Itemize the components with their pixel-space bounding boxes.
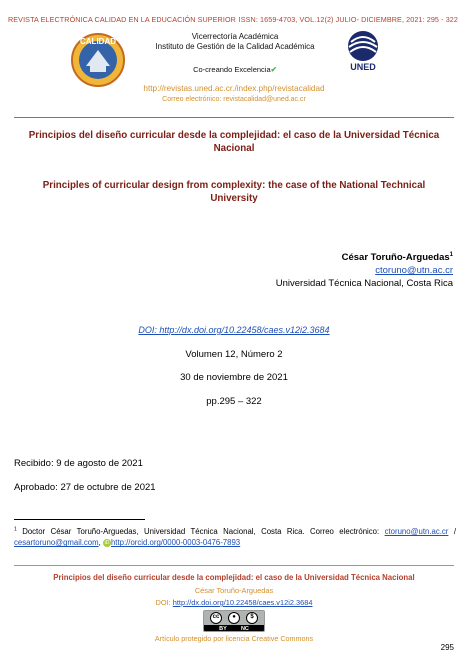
author-institution: Universidad Técnica Nacional, Costa Rica bbox=[275, 278, 453, 289]
calidad-logo bbox=[64, 30, 132, 90]
footer-author: César Toruño-Arguedas bbox=[194, 586, 274, 595]
calidad-logo-text: CALIDAD bbox=[80, 37, 116, 46]
institute-name: Instituto de Gestión de la Calidad Académica bbox=[155, 42, 315, 51]
creative-commons-badge[interactable] bbox=[203, 610, 265, 632]
title-spanish: Principios del diseño curricular desde la complejidad: el caso de la Universidad Técnica Nacional bbox=[28, 130, 440, 154]
cc-icon: cc bbox=[210, 612, 222, 624]
page-number: 295 bbox=[440, 643, 454, 652]
author-name bbox=[342, 252, 453, 263]
cc-badge-top bbox=[204, 611, 264, 625]
cc-nc-icon: $ bbox=[246, 612, 258, 624]
approved-date: Aprobado: 27 de octubre de 2021 bbox=[14, 482, 156, 493]
footer-title: Principios del diseño curricular desde la complejidad: el caso de la Universidad Técnica Nacional bbox=[53, 573, 415, 582]
orcid-link[interactable]: http://orcid.org/0000-0003-0476-7893 bbox=[110, 538, 241, 548]
footnote-separator: / bbox=[448, 527, 456, 536]
footnote bbox=[14, 526, 456, 549]
slogan-text: Co-creando Excelencia bbox=[193, 65, 271, 74]
cocreando-slogan bbox=[140, 65, 330, 74]
publication-date: 30 de noviembre de 2021 bbox=[180, 372, 288, 383]
issue-info: ISSN: 1659-4703, VOL.12(2) JULIO- DICIEMBRE, 2021: 295 - 322 bbox=[238, 15, 458, 24]
institution-header bbox=[140, 32, 330, 52]
cc-by-icon: ● bbox=[228, 612, 240, 624]
cc-label-by: BY bbox=[219, 626, 227, 632]
title-english: Principles of curricular design from complexity: the case of the National Technical University bbox=[42, 180, 426, 204]
orcid-icon: iD bbox=[104, 540, 110, 547]
footnote-divider bbox=[14, 519, 145, 520]
footnote-number: 1 bbox=[14, 526, 17, 533]
author-email-link[interactable]: ctoruno@utn.ac.cr bbox=[375, 265, 453, 276]
author-name-text: César Toruño-Arguedas bbox=[341, 252, 450, 264]
journal-email[interactable]: Correo electrónico: revistacalidad@uned.ac.cr bbox=[162, 96, 306, 103]
footer-doi-label: DOI: bbox=[155, 598, 173, 607]
uned-logo-text: UNED bbox=[350, 62, 376, 72]
footnote-email-2[interactable]: cesartoruno@gmail.com bbox=[14, 538, 99, 548]
author-footnote-marker: 1 bbox=[449, 252, 453, 258]
cc-badge-labels bbox=[204, 625, 264, 633]
license-text: Artículo protegido por licencia Creative Commons bbox=[154, 634, 314, 643]
check-icon: ✔ bbox=[270, 65, 277, 74]
journal-name: REVISTA ELECTRÓNICA CALIDAD EN LA EDUCACIÓN SUPERIOR bbox=[8, 15, 236, 24]
footer-divider bbox=[14, 565, 454, 566]
volume-info: Volumen 12, Número 2 bbox=[185, 349, 283, 360]
cc-label-nc: NC bbox=[240, 626, 249, 632]
footnote-comma: , bbox=[98, 538, 103, 548]
doi-link[interactable]: DOI: http://dx.doi.org/10.22458/caes.v12i2.3684 bbox=[138, 325, 330, 335]
received-date: Recibido: 9 de agosto de 2021 bbox=[14, 458, 143, 469]
vice-rectory: Vicerrectoría Académica bbox=[191, 32, 279, 41]
header-divider bbox=[14, 117, 454, 118]
page-range: pp.295 – 322 bbox=[206, 396, 262, 407]
footer-doi bbox=[0, 598, 468, 607]
footnote-email-1[interactable]: ctoruno@utn.ac.cr bbox=[384, 527, 449, 536]
footer-doi-link[interactable]: http://dx.doi.org/10.22458/caes.v12i2.3684 bbox=[172, 598, 313, 607]
uned-logo bbox=[335, 26, 401, 82]
footnote-text: Doctor César Toruño-Arguedas, Universidad Técnica Nacional, Costa Rica. Correo electrónico: bbox=[16, 527, 385, 536]
journal-url[interactable]: http://revistas.uned.ac.cr./index.php/revistacalidad bbox=[143, 84, 325, 93]
